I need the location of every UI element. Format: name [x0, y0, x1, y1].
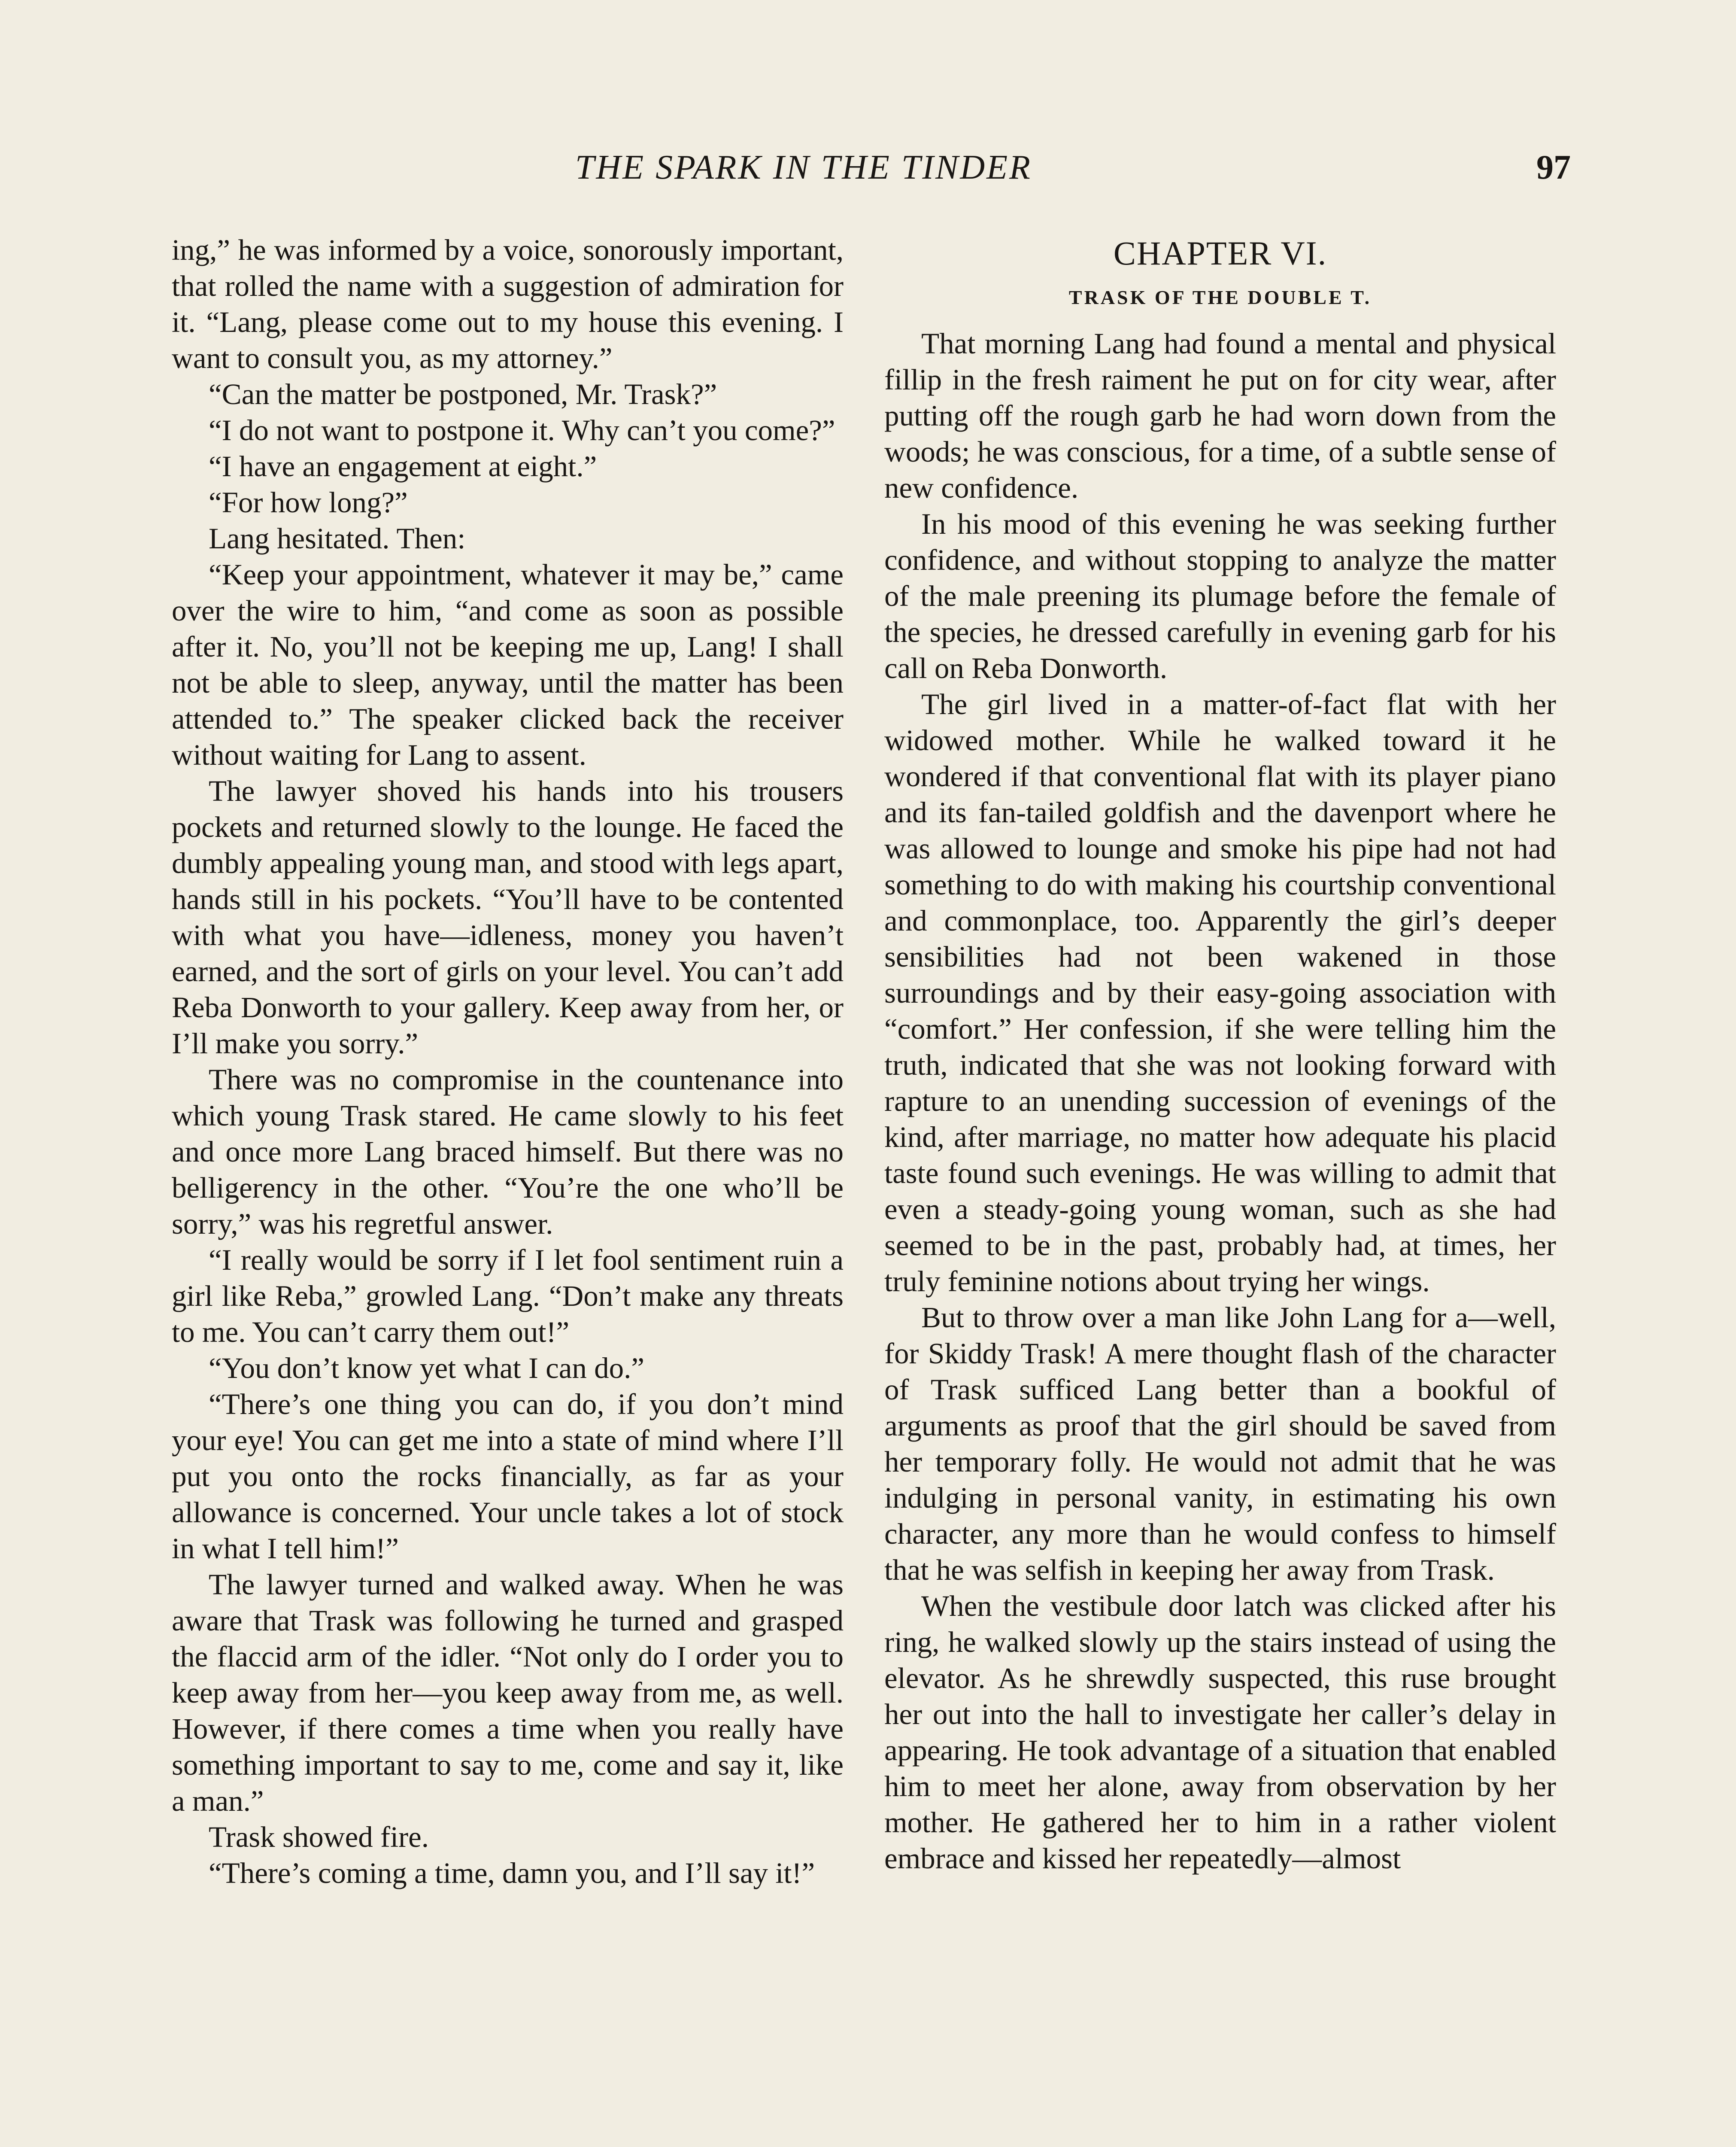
paragraph: Lang hesitated. Then:: [209, 522, 466, 555]
paragraph: “There’s coming a time, damn you, and I’ll say it!”: [209, 1857, 815, 1889]
right-column: [884, 232, 1556, 1876]
left-column: [172, 232, 844, 1891]
paragraph: But to throw over a man like John Lang for a—well, for Skiddy Trask! A mere thought flash of the character of Trask sufficed Lang better than a bookful of arguments as proof that the girl should be saved from her temporary folly. He would not admit that he was indulging in personal vanity, in estimating his own character, any more than he would confess to himself that he was selfish in keeping her away from Trask.: [884, 1301, 1556, 1586]
paragraph: There was no compromise in the countenance into which young Trask stared. He came slowly to his feet and once more Lang braced himself. But there was no belligerency in the other. “You’re the one who’ll be sorry,” was his regretful answer.: [172, 1063, 844, 1240]
paragraph: When the vestibule door latch was clicked after his ring, he walked slowly up the stairs instead of using the elevator. As he shrewdly suspected, this ruse brought her out into the hall to investigate her caller’s delay in appearing. He took advantage of a situation that enabled him to meet her alone, away from observation by her mother. He gathered her to him in a rather violent embrace and kissed her repeatedly—almost: [884, 1590, 1556, 1875]
chapter-title: CHAPTER VI.: [1113, 234, 1327, 272]
paragraph: “Keep your appointment, whatever it may be,” came over the wire to him, “and come as soon as possible after it. No, you’ll not be keeping me up, Lang! I shall not be able to sleep, anyway, until the matter has been attended to.” The speaker clicked back the receiver without waiting for Lang to assent.: [172, 558, 844, 771]
paragraph: “I really would be sorry if I let fool sentiment ruin a girl like Reba,” growled Lang. “Don’t make any threats to me. You can’t carry them out!”: [172, 1244, 844, 1348]
paragraph: “There’s one thing you can do, if you don’t mind your eye! You can get me into a state of mind where I’ll put you onto the rocks financially, as far as your allowance is concerned. Your uncle takes a lot of stock in what I tell him!”: [172, 1388, 844, 1565]
paragraph: In his mood of this evening he was seeking further confidence, and without stopping to analyze the matter of the male preening its plumage before the female of the species, he dressed carefully in evening garb for his call on Reba Donworth.: [884, 508, 1556, 684]
paragraph: “I do not want to postpone it. Why can’t you come?”: [209, 414, 835, 447]
paragraph: Trask showed fire.: [209, 1821, 429, 1853]
paragraph: “For how long?”: [209, 486, 408, 519]
chapter-subtitle: TRASK OF THE DOUBLE T.: [1068, 286, 1372, 308]
paragraph: The lawyer turned and walked away. When he was aware that Trask was following he turned and grasped the flaccid arm of the idler. “Not only do I order you to keep away from her—you keep away from me, as well. However, if there comes a time when you really have something important to say to me, come and say it, like a man.”: [172, 1568, 844, 1817]
paragraph: The lawyer shoved his hands into his trousers pockets and returned slowly to the lounge. He faced the dumbly appealing young man, and stood with legs apart, hands still in his pockets. “You’ll have to be contented with what you have—idleness, money you haven’t earned, and the sort of girls on your level. You can’t add Reba Donworth to your gallery. Keep away from her, or I’ll make you sorry.”: [172, 775, 844, 1060]
page-header: [172, 148, 1571, 195]
running-title: THE SPARK IN THE TINDER: [575, 149, 1032, 186]
paragraph: ing,” he was informed by a voice, sonorously important, that rolled the name with a suggestion of admiration for it. “Lang, please come out to my house this evening. I want to consult you, as my attorney.”: [172, 234, 844, 374]
paragraph: That morning Lang had found a mental and physical fillip in the fresh raiment he put on for city wear, after putting off the rough garb he had worn down from the woods; he was conscious, for a time, of a subtle sense of new confidence.: [884, 327, 1556, 504]
paragraph: “I have an engagement at eight.”: [209, 450, 597, 483]
paragraph: “Can the matter be postponed, Mr. Trask?”: [209, 378, 717, 411]
page-number: 97: [1536, 149, 1571, 186]
paragraph: “You don’t know yet what I can do.”: [209, 1352, 645, 1384]
paragraph: The girl lived in a matter-of-fact flat with her widowed mother. While he walked toward it he wondered if that conventional flat with its player piano and its fan-tailed goldfish and the davenport where he was allowed to lounge and smoke his pipe had not had something to do with making his courtship conventional and commonplace, too. Apparently the girl’s deeper sensibilities had not been wakened in those surroundings and by their easy-going association with “comfort.” Her confession, if she were telling him the truth, indicated that she was not looking forward with rapture to an unending succession of evenings of the kind, after marriage, no matter how adequate his placid taste found such evenings. He was willing to admit that even a steady-going young woman, such as she had seemed to be in the past, probably had, at times, her truly feminine notions about trying her wings.: [884, 688, 1556, 1298]
